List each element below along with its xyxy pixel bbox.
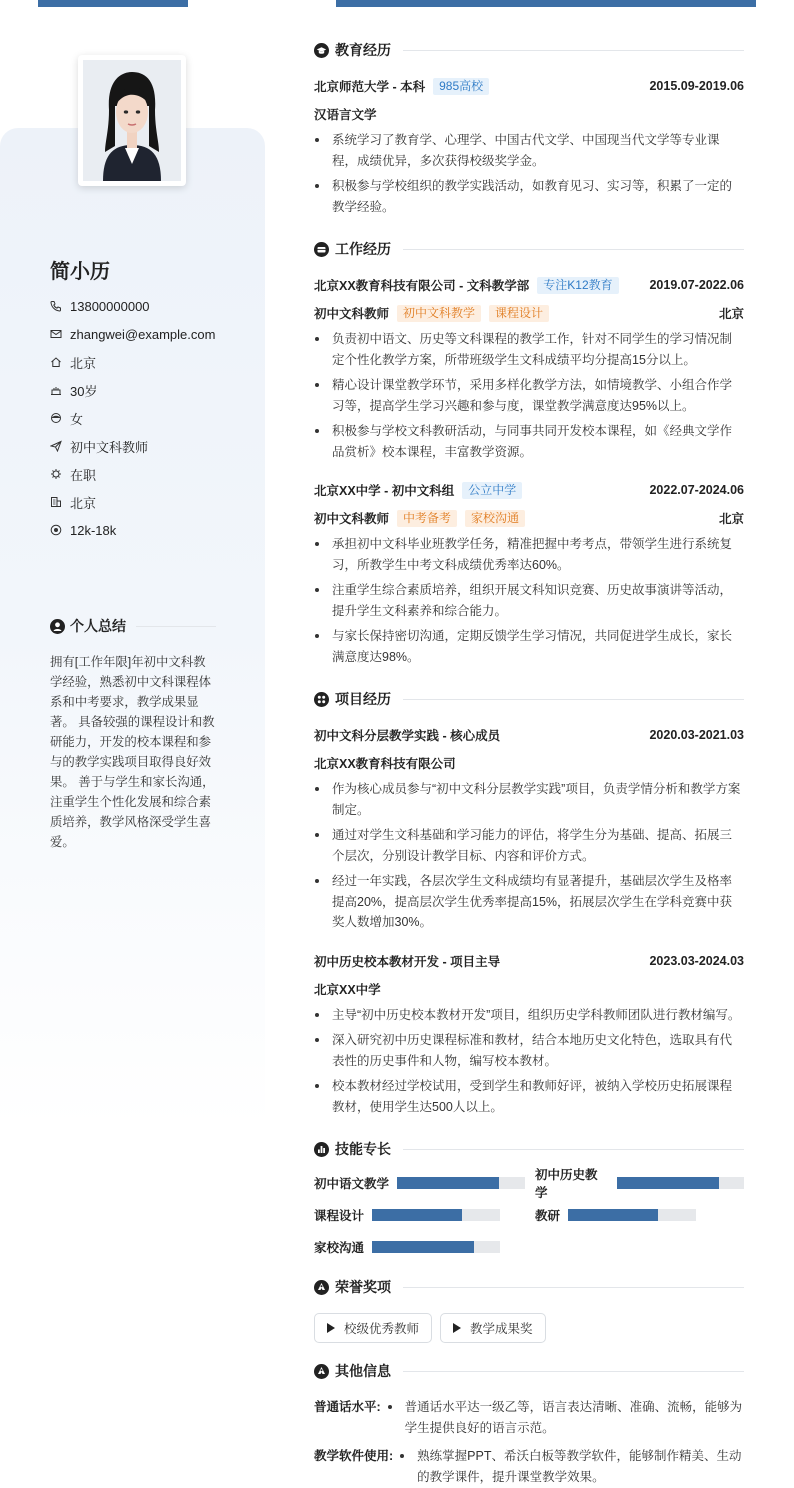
skill-bar-fill: [397, 1177, 499, 1189]
job-header-row: [314, 275, 744, 295]
list-item: 负责初中语文、历史等文科课程的教学工作，针对不同学生的学习情况制定个性化教学方案，所带班级学生文科成绩平均分提高15分以上。: [314, 329, 744, 370]
education-header-row: [314, 76, 744, 96]
education-tag: 985高校: [433, 78, 489, 95]
contact-text: 13800000000: [70, 298, 150, 314]
skill-item: [535, 1168, 744, 1200]
other-title: 其他信息: [335, 1363, 391, 1379]
job-company: 北京XX中学 - 初中文科组: [314, 484, 455, 498]
skill-item: [535, 1205, 696, 1225]
award-label: 教学成果奖: [470, 1322, 533, 1336]
project-header-row: [314, 951, 744, 971]
top-accent-bar-left: [38, 0, 188, 7]
skill-name: 课程设计: [314, 1209, 365, 1223]
list-item: 主导“初中历史校本教材开发”项目，组织历史学科教师团队进行教材编写。: [314, 1005, 744, 1026]
job-tag: 专注K12教育: [537, 277, 618, 294]
candidate-name: 简小历: [50, 261, 110, 283]
education-bullets: [314, 130, 744, 217]
skill-bar: [568, 1209, 696, 1221]
summary-text: 拥有[工作年限]年初中文科教学经验，熟悉初中文科课程体系和中考要求，教学成果显著。 具备较强的课程设计和教研能力，开发的校本课程和参与的教学实践项目取得良好效果。 善于与学生和家长沟通，注重学生个性化发展和综合素质培养，教学风格深受学生喜爱。: [50, 655, 215, 849]
skill-bar: [372, 1241, 500, 1253]
job-city: 北京: [718, 512, 744, 526]
project-name: 初中历史校本教材开发 - 项目主导: [314, 954, 501, 969]
grid-icon: [314, 692, 329, 707]
list-item: 作为核心成员参与“初中文科分层教学实践”项目，负责学情分析和教学方案制定。: [314, 779, 744, 820]
main-content: [314, 40, 744, 1487]
user-icon: [50, 619, 65, 634]
skill-bar: [372, 1209, 500, 1221]
skills-divider: [403, 1149, 744, 1150]
other-key: 普通话水平:: [314, 1400, 381, 1414]
mail-icon: [50, 328, 62, 340]
project-date: 2020.03-2021.03: [649, 728, 744, 742]
awards-divider: [403, 1287, 744, 1288]
award-badge: [314, 1313, 432, 1343]
other-divider: [403, 1371, 744, 1372]
graduation-cap-icon: [314, 43, 329, 58]
award-badge: [440, 1313, 546, 1343]
education-divider: [403, 50, 744, 51]
skill-bar-fill: [372, 1241, 474, 1253]
job-header-row: [314, 480, 744, 500]
awards-heading: [314, 1277, 744, 1297]
top-accent-bar-right: [336, 0, 756, 7]
skill-tag: 中考备考: [397, 510, 457, 527]
work-heading: [314, 239, 744, 259]
contact-list: [50, 292, 215, 544]
job-bullets: [314, 534, 744, 667]
job-tag: 公立中学: [462, 482, 522, 499]
skill-bar: [397, 1177, 525, 1189]
project-org: 北京XX教育科技有限公司: [314, 757, 456, 771]
education-heading: [314, 40, 744, 60]
list-item: 深入研究初中历史课程标准和教材，结合本地历史文化特色，选取具有代表性的历史事件和人物，编写校本教材。: [314, 1030, 744, 1071]
summary-divider: [136, 626, 216, 627]
job-city: 北京: [718, 307, 744, 321]
job-role: 初中文科教师: [314, 307, 390, 321]
contact-city: [50, 488, 215, 516]
skill-name: 初中历史教学: [535, 1168, 598, 1200]
job-date: 2019.07-2022.06: [649, 278, 744, 292]
list-item: 积极参与学校组织的教学实践活动，如教育见习、实习等，积累了一定的教学经验。: [314, 176, 744, 217]
contact-text: 12k-18k: [70, 522, 117, 538]
project-date: 2023.03-2024.03: [649, 953, 744, 968]
contact-text: zhangwei@example.com: [70, 326, 216, 342]
contact-gender: [50, 404, 215, 432]
list-item: 积极参与学校文科教研活动，与同事共同开发校本课程，如《经典文学作品赏析》校本课程，丰富教学资源。: [314, 421, 744, 462]
contact-text: 初中文科教师: [70, 439, 149, 455]
skill-bar: [617, 1177, 744, 1189]
play-icon: [453, 1323, 461, 1333]
contact-text: 北京: [70, 495, 97, 511]
skills-title: 技能专长: [335, 1141, 391, 1157]
skills-heading: [314, 1139, 744, 1159]
summary-heading: [50, 616, 216, 636]
profile-photo-image: [83, 60, 181, 181]
skill-item: [314, 1205, 500, 1225]
award-icon: [314, 1280, 329, 1295]
other-value: 普通话水平达一级乙等，语言表达清晰、准确、流畅，能够为学生提供良好的语言示范。: [387, 1397, 744, 1438]
other-heading: [314, 1361, 744, 1381]
education-title: 教育经历: [335, 42, 391, 58]
other-item: [314, 1446, 744, 1487]
profile-photo: [78, 55, 186, 186]
skill-name: 家校沟通: [314, 1241, 365, 1255]
projects-heading: [314, 689, 744, 709]
skill-item: [314, 1237, 500, 1257]
projects-title: 项目经历: [335, 691, 391, 707]
skill-bar-fill: [568, 1209, 658, 1221]
list-item: 精心设计课堂教学环节，采用多样化教学方法，如情境教学、小组合作学习等，提高学生学习兴趣和参与度，课堂教学满意度达95%以上。: [314, 375, 744, 416]
skill-name: 教研: [535, 1209, 561, 1223]
other-key: 教学软件使用:: [314, 1449, 394, 1463]
list-item: 与家长保持密切沟通，定期反馈学生学习情况，共同促进学生成长，家长满意度达98%。: [314, 626, 744, 667]
job-role-row: [314, 508, 744, 528]
skill-bar-fill: [372, 1209, 462, 1221]
skill-item: [314, 1173, 525, 1193]
project-bullets: [314, 1005, 744, 1118]
other-item: [314, 1397, 744, 1438]
work-title: 工作经历: [335, 241, 391, 257]
work-divider: [403, 249, 744, 250]
bar-chart-icon: [314, 1142, 329, 1157]
contact-age: [50, 376, 215, 404]
cake-icon: [50, 384, 62, 396]
list-item: 承担初中文科毕业班教学任务，精准把握中考考点，带领学生进行系统复习，所教学生中考文科成绩优秀率达60%。: [314, 534, 744, 575]
project-header-row: [314, 725, 744, 745]
info-icon: [314, 1364, 329, 1379]
education-date: 2015.09-2019.06: [649, 79, 744, 93]
summary-title: 个人总结: [70, 618, 126, 634]
job-date: 2022.07-2024.06: [649, 483, 744, 497]
status-icon: [50, 468, 62, 480]
awards-title: 荣誉奖项: [335, 1279, 391, 1295]
contact-email: [50, 320, 215, 348]
list-item: 校本教材经过学校试用，受到学生和教师好评，被纳入学校历史拓展课程教材，使用学生达500人以上。: [314, 1076, 744, 1117]
list-item: 系统学习了教育学、心理学、中国古代文学、中国现当代文学等专业课程，成绩优异，多次获得校级奖学金。: [314, 130, 744, 171]
skills-grid: [314, 1168, 744, 1273]
contact-text: 在职: [70, 467, 97, 483]
contact-salary: [50, 516, 215, 544]
project-name: 初中文科分层教学实践 - 核心成员: [314, 729, 501, 743]
salary-icon: [50, 524, 62, 536]
contact-position: [50, 432, 215, 460]
skill-tag: 初中文科教学: [397, 305, 481, 322]
project-bullets: [314, 779, 744, 933]
contact-status: [50, 460, 215, 488]
projects-divider: [403, 699, 744, 700]
skill-name: 初中语文教学: [314, 1177, 390, 1191]
list-item: 注重学生综合素质培养，组织开展文科知识竞赛、历史故事演讲等活动，提升学生文科素养和综合能力。: [314, 580, 744, 621]
other-value: 熟练掌握PPT、希沃白板等教学软件，能够制作精美、生动的教学课件，提升课堂教学效果。: [399, 1446, 744, 1487]
home-icon: [50, 356, 62, 368]
contact-text: 女: [70, 411, 84, 427]
list-item: 通过对学生文科基础和学习能力的评估，将学生分为基础、提高、拓展三个层次，分别设计教学目标、内容和评价方式。: [314, 825, 744, 866]
contact-phone: [50, 292, 215, 320]
phone-icon: [50, 300, 62, 312]
building-icon: [50, 496, 62, 508]
project-org-row: [314, 753, 744, 773]
skill-bar-fill: [617, 1177, 718, 1189]
job-company: 北京XX教育科技有限公司 - 文科教学部: [314, 279, 530, 293]
send-icon: [50, 440, 62, 452]
list-item: 经过一年实践，各层次学生文科成绩均有显著提升，基础层次学生及格率提高20%，提高层次学生优秀率提高15%，拓展层次学生在学科竞赛中获奖人数增加30%。: [314, 871, 744, 933]
contact-home: [50, 348, 215, 376]
award-label: 校级优秀教师: [344, 1322, 420, 1336]
skill-tag: 家校沟通: [465, 510, 525, 527]
skill-tag: 课程设计: [489, 305, 549, 322]
project-org-row: [314, 979, 744, 999]
job-role-row: [314, 303, 744, 323]
contact-text: 北京: [70, 355, 97, 371]
awards-list: [314, 1313, 744, 1343]
project-org: 北京XX中学: [314, 982, 381, 997]
gender-icon: [50, 412, 62, 424]
contact-text: 30岁: [70, 383, 98, 399]
job-bullets: [314, 329, 744, 462]
education-major: 汉语言文学: [314, 108, 377, 122]
briefcase-icon: [314, 242, 329, 257]
play-icon: [327, 1323, 335, 1333]
job-role: 初中文科教师: [314, 512, 390, 526]
education-school: 北京师范大学 - 本科: [314, 80, 426, 94]
education-major-row: [314, 104, 744, 124]
